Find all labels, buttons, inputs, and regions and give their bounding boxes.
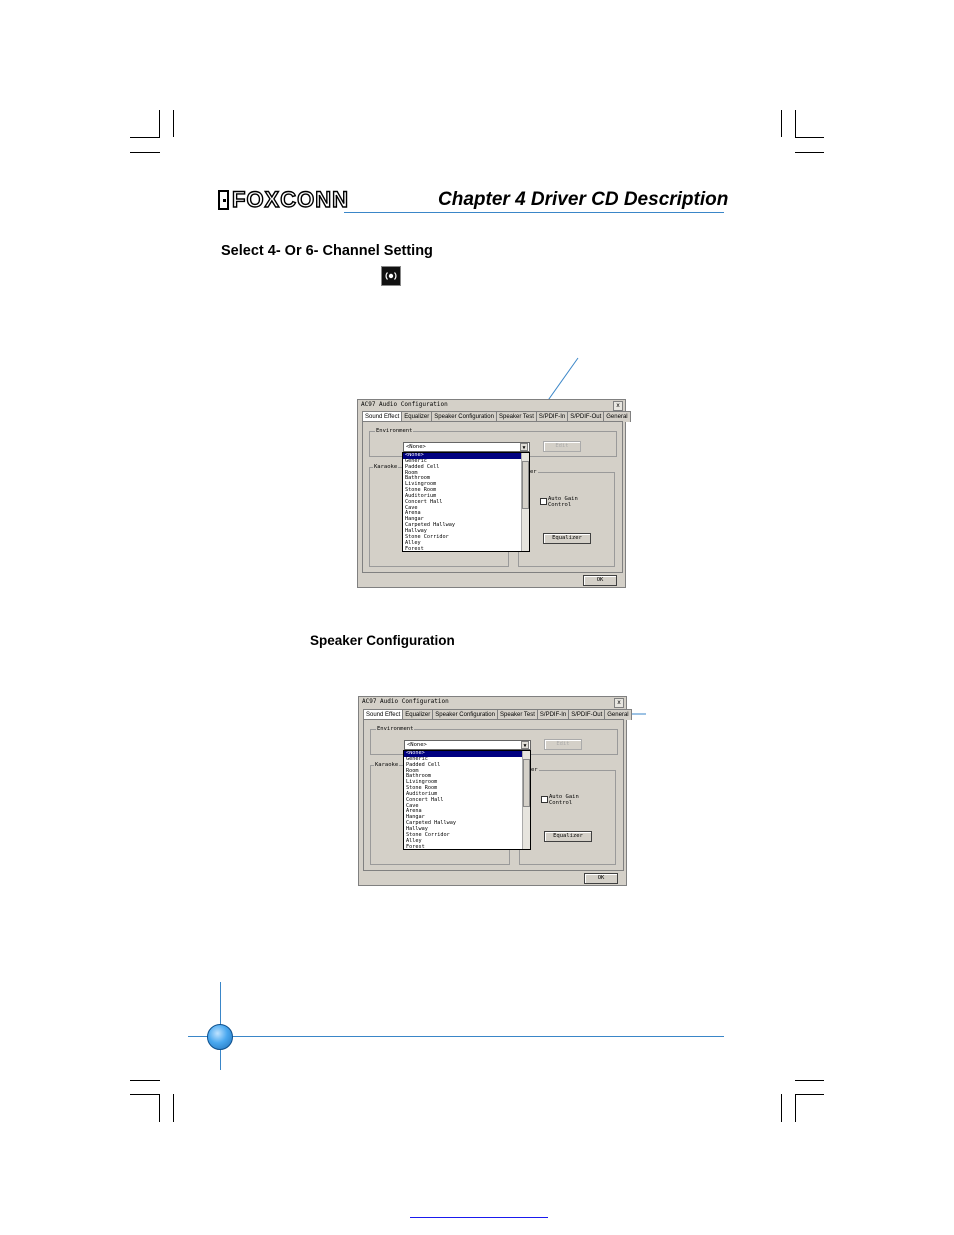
tab-speaker-test[interactable]: Speaker Test — [496, 411, 537, 422]
tab-spdif-out[interactable]: S/PDIF-Out — [568, 709, 605, 720]
edit-button[interactable]: Edit — [543, 441, 581, 452]
footer-link-underline — [410, 1217, 548, 1218]
list-item[interactable]: Stone Room — [405, 487, 437, 494]
tab-speaker-configuration[interactable]: Speaker Configuration — [432, 709, 498, 720]
auto-gain-label-2: Control — [548, 502, 572, 508]
environment-combo[interactable]: <None> — [404, 740, 531, 750]
list-item[interactable]: Bathroom — [406, 773, 431, 780]
crop-mark — [130, 137, 160, 138]
dropdown-options — [403, 453, 529, 552]
section-subheading: Speaker Configuration — [310, 633, 455, 648]
karaoke-label: Karaoke — [375, 762, 399, 768]
other-group-label: er — [530, 469, 537, 475]
list-item[interactable]: Arena — [406, 808, 422, 815]
tab-general[interactable]: General — [603, 411, 630, 422]
crop-mark — [795, 137, 824, 138]
header-rule — [344, 212, 724, 213]
list-item[interactable]: <None> — [404, 751, 530, 757]
list-item[interactable]: Hallway — [406, 825, 428, 832]
list-item[interactable]: Hangar — [406, 814, 425, 821]
page-marker-icon — [207, 1024, 233, 1050]
list-item[interactable]: Livingroom — [405, 481, 437, 488]
crop-mark — [173, 1094, 174, 1122]
scroll-thumb[interactable] — [523, 759, 530, 807]
crop-mark — [795, 1094, 796, 1122]
logo-text: FOXCONN — [232, 187, 349, 212]
other-group — [518, 469, 615, 567]
auto-gain-checkbox[interactable] — [540, 498, 547, 505]
chevron-down-icon[interactable]: ▼ — [521, 741, 529, 749]
ok-button[interactable]: OK — [584, 873, 618, 884]
list-item[interactable]: Auditorium — [406, 790, 438, 797]
list-item[interactable]: Room — [406, 767, 419, 774]
crop-mark — [781, 1094, 782, 1122]
equalizer-button[interactable]: Equalizer — [543, 533, 591, 544]
edit-button[interactable]: Edit — [544, 739, 582, 750]
environment-label: Environment — [377, 726, 414, 732]
tab-spdif-in[interactable]: S/PDIF-In — [537, 709, 569, 720]
list-item[interactable]: Padded Cell — [406, 761, 441, 768]
crop-mark — [159, 110, 160, 137]
list-item[interactable]: Forest — [406, 843, 425, 850]
list-item[interactable]: Auditorium — [405, 492, 437, 499]
tab-panel — [362, 421, 623, 573]
tab-spdif-out[interactable]: S/PDIF-Out — [567, 411, 604, 422]
environment-combo[interactable]: <None> — [403, 442, 530, 452]
crop-mark — [781, 110, 782, 137]
close-icon[interactable]: x — [613, 401, 623, 411]
environment-label: Environment — [376, 428, 413, 434]
list-item[interactable]: Hangar — [405, 516, 424, 523]
other-group — [519, 767, 616, 865]
dropdown-scrollbar[interactable] — [522, 751, 530, 849]
crop-mark — [795, 110, 796, 137]
list-item[interactable]: <None> — [403, 453, 529, 459]
list-item[interactable]: Alley — [406, 837, 422, 844]
tab-sound-effect[interactable]: Sound Effect — [362, 411, 402, 422]
section-heading: Select 4- Or 6- Channel Setting — [221, 243, 433, 259]
dropdown-scrollbar[interactable] — [521, 453, 529, 551]
equalizer-button[interactable]: Equalizer — [544, 831, 592, 842]
logo-mark-icon — [218, 190, 229, 210]
auto-gain-label-1: Auto Gain — [549, 794, 579, 800]
audio-tray-icon — [381, 266, 401, 286]
list-item[interactable]: Livingroom — [406, 779, 438, 786]
auto-gain-label-2: Control — [549, 800, 573, 806]
foxconn-logo — [218, 186, 349, 214]
list-item[interactable]: Bathroom — [405, 475, 430, 482]
list-item[interactable]: Carpeted Hallway — [405, 522, 455, 529]
chapter-title: Chapter 4 Driver CD Description — [438, 189, 729, 210]
other-group-label: er — [531, 767, 538, 773]
list-item[interactable]: Stone Corridor — [406, 831, 450, 838]
list-item[interactable]: Concert Hall — [406, 796, 444, 803]
karaoke-label: Karaoke — [374, 464, 398, 470]
tab-sound-effect[interactable]: Sound Effect — [363, 709, 403, 720]
list-item[interactable]: Stone Corridor — [405, 533, 449, 540]
list-item[interactable]: Generic — [405, 457, 427, 464]
list-item[interactable]: Alley — [405, 539, 421, 546]
chevron-down-icon[interactable]: ▼ — [520, 443, 528, 451]
audio-config-dialog — [357, 399, 626, 588]
list-item[interactable]: Concert Hall — [405, 498, 443, 505]
crop-mark — [795, 152, 824, 153]
crop-mark — [130, 1094, 160, 1095]
environment-dropdown-list[interactable] — [403, 750, 531, 850]
list-item[interactable]: Arena — [405, 510, 421, 517]
environment-dropdown-list[interactable] — [402, 452, 530, 552]
audio-config-dialog — [358, 696, 627, 886]
tab-panel — [363, 719, 624, 871]
ok-button[interactable]: OK — [583, 575, 617, 586]
tab-equalizer[interactable]: Equalizer — [402, 709, 433, 720]
list-item[interactable]: Cave — [406, 802, 419, 809]
dialog-title: AC97 Audio Configuration — [359, 697, 626, 707]
close-icon[interactable]: x — [614, 698, 624, 708]
list-item[interactable]: Padded Cell — [405, 463, 440, 470]
list-item[interactable]: Carpeted Hallway — [406, 820, 456, 827]
crop-mark — [795, 1094, 824, 1095]
dialog-title: AC97 Audio Configuration — [358, 400, 625, 410]
tab-equalizer[interactable]: Equalizer — [401, 411, 432, 422]
crop-mark — [130, 1080, 160, 1081]
crop-mark — [130, 152, 160, 153]
scroll-thumb[interactable] — [522, 461, 529, 509]
list-item[interactable]: Forest — [405, 545, 424, 552]
footer-rule — [188, 1036, 724, 1037]
dropdown-options — [404, 751, 530, 850]
tab-general[interactable]: General — [604, 709, 631, 720]
list-item[interactable]: Hallway — [405, 527, 427, 534]
crop-mark — [159, 1094, 160, 1122]
crop-mark — [173, 110, 174, 137]
list-item[interactable]: Room — [405, 469, 418, 476]
tab-speaker-configuration[interactable]: Speaker Configuration — [431, 411, 497, 422]
crop-mark — [795, 1080, 824, 1081]
tab-spdif-in[interactable]: S/PDIF-In — [536, 411, 568, 422]
tab-speaker-test[interactable]: Speaker Test — [497, 709, 538, 720]
auto-gain-label-1: Auto Gain — [548, 496, 578, 502]
auto-gain-checkbox[interactable] — [541, 796, 548, 803]
list-item[interactable]: Generic — [406, 755, 428, 762]
list-item[interactable]: Cave — [405, 504, 418, 511]
list-item[interactable]: Stone Room — [406, 785, 438, 792]
